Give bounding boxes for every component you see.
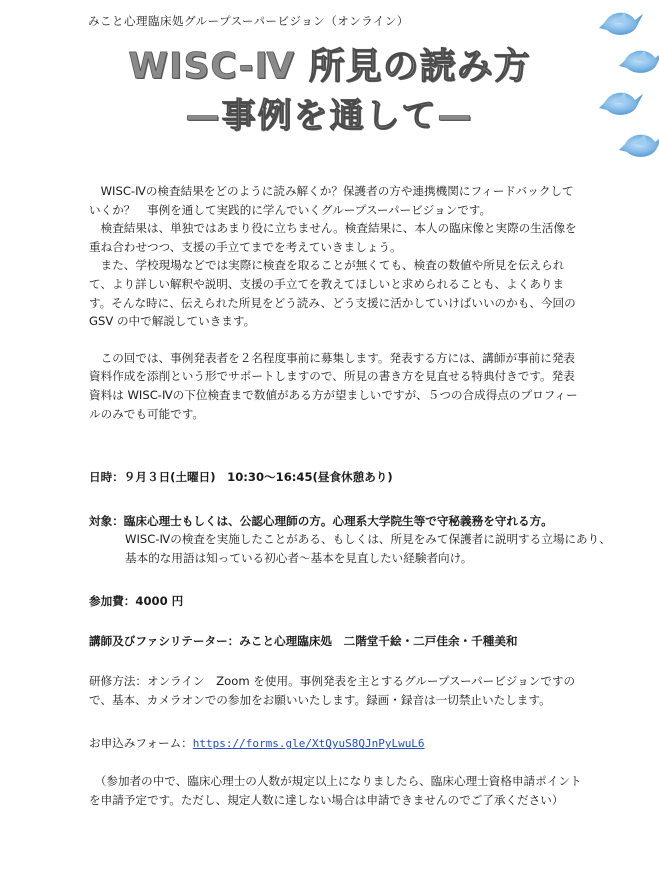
points-note: （参加者の中で、臨床心理士の人数が規定以上になりましたら、臨床心理士資格申請ポイントを申請予定です。ただし、規定人数に達しない場合は申請できませんのでご了承ください） [89,774,582,807]
lecturer-line: 講師及びファシリテーター：みこと心理臨床処 二階堂千絵・二戸佳余・千種美和 [89,634,518,648]
bird-decoration [549,0,659,170]
sub-title: —事例を通して— [185,96,474,136]
date-line: 日時：９月３日(土曜日) 10:30～16:45(昼食休憩あり) [89,470,393,484]
application-form [89,734,589,754]
intro-paragraph: この回では、事例発表者を２名程度事前に募集します。発表する方には、講師が事前に発表資料作成を添削という形でサポートしますので、所見の書き方を見直せる特典付きです。発表資料は WISC-Ⅳの下位検査まで数値がある方が望ましいですが、５つの合成得点のプロフィールのみでも可能です。 [89,350,578,421]
organizer-line: みこと心理臨床処グループスーパービジョン（オンライン） [88,14,409,28]
blue-bird-icon [619,134,659,157]
form-label: お申込みフォーム： [89,736,193,750]
fee-line: 参加費：4000 円 [89,594,184,608]
blue-bird-icon [619,50,659,73]
intro-section [89,182,585,423]
blue-bird-icon [599,12,643,35]
target-line: 対象：臨床心理士もしくは、公認心理師の方。心理系大学院生等で守秘義務を守れる方。 [89,514,553,528]
intro-paragraph: また、学校現場などでは実際に検査を取ることが無くても、検査の数値や所見を伝えられて、より詳しい解釈や説明、支援の手立てを教えてほしいと求められることも、よくあります。そんな時に、伝えられた所見をどう読み、どう支援に活かしていけばいいのかも、今回の GSV の中で解説していきます。 [89,258,576,329]
intro-paragraph: WISC-Ⅳの検査結果をどのように読み解くか？保護者の方や連携機関にフィードバックしていくか？ 事例を通して実践的に学んでいくグループスーパービジョンです。 [89,184,574,217]
intro-paragraph: 検査結果は、単独ではあまり役に立ちません。検査結果に、本人の臨床像と実際の生活像を重ね合わせつつ、支援の手立てまでを考えていきましょう。 [89,221,577,254]
form-link[interactable]: https://forms.gle/XtQyuS8QJnPyLwuL6 [192,737,425,750]
target-detail: WISC-Ⅳの検査を実施したことがある、もしくは、所見をみて保護者に説明する立場にあり、基本的な用語は知っている初心者～基本を見直したい経験者向け。 [125,532,611,565]
main-title: WISC-Ⅳ 所見の読み方 [128,46,531,87]
method-line: 研修方法：オンライン Zoom を使用。事例発表を主とするグループスーパービジョンですので、基本、カメラオンでの参加をお願いいたします。録画・録音は一切禁止いたします。 [89,674,576,707]
blue-bird-icon [599,92,643,115]
